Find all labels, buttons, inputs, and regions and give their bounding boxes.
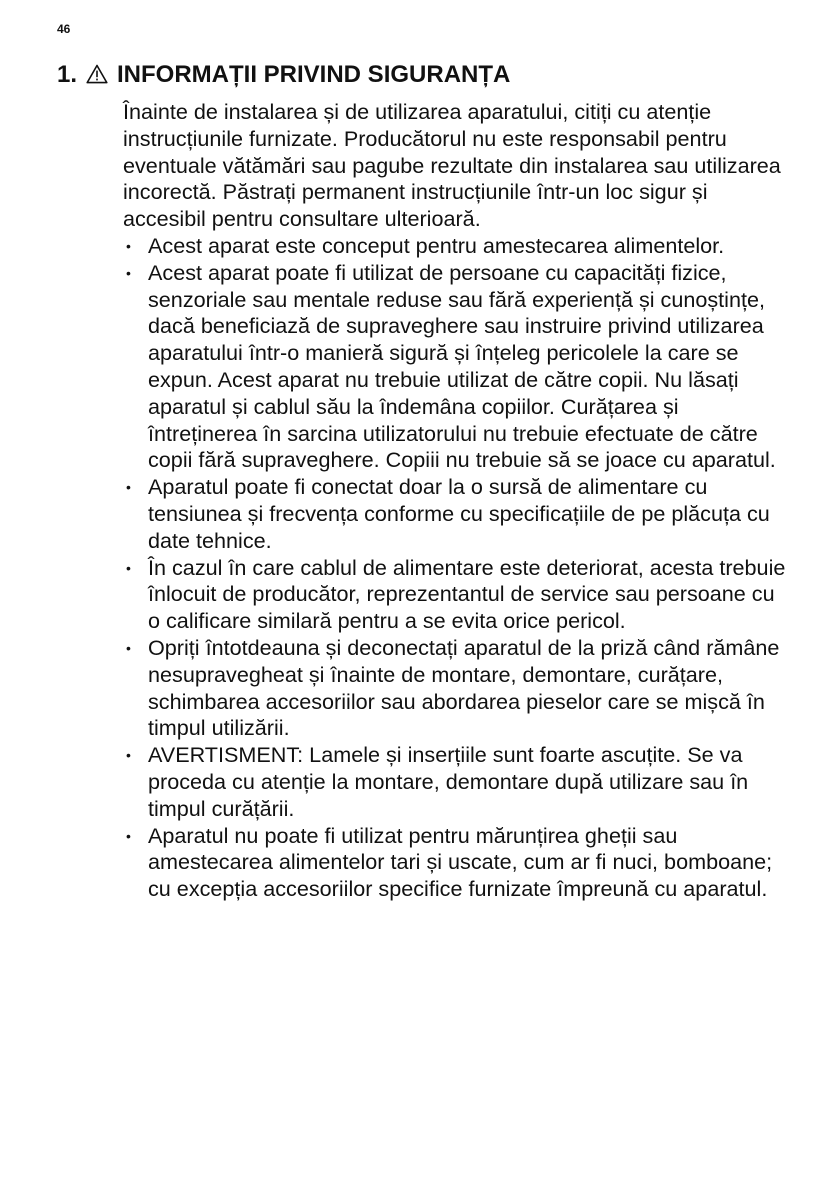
list-item-text: Acest aparat este conceput pentru amestecarea alimentelor. (148, 232, 725, 258)
list-item (123, 260, 788, 474)
list-item (123, 233, 788, 260)
bullet-marker: • (126, 827, 131, 844)
section-heading (57, 58, 510, 92)
safety-content (123, 99, 788, 903)
section-title: INFORMAȚII PRIVIND SIGURANȚA (117, 61, 511, 88)
list-item-text: Aparatul poate fi conectat doar la o sursă de alimentare cu tensiunea și frecvența conforme cu specificațiile de pe plăcuța cu date tehnice. (148, 474, 770, 553)
bullet-marker: • (126, 747, 131, 764)
section-number: 1. (57, 61, 78, 88)
page-number: 46 (57, 22, 71, 36)
list-item-text: În cazul în care cablul de alimentare este deteriorat, acesta trebuie înlocuit de producător, reprezentantul de service sau persoane cu o calificare similară pentru a se evita orice pericol. (148, 554, 786, 634)
bullet-marker: • (126, 264, 131, 281)
bullet-marker: • (126, 559, 131, 576)
list-item-text: Opriți întotdeauna și deconectați aparatul de la priză când rămâne nesupravegheat și înainte de montare, demontare, curățare, schimbarea accesoriilor sau abordarea pieselor care se mișcă în timpul utilizării. (148, 634, 780, 741)
bullet-marker: • (126, 237, 131, 254)
bullet-marker: • (126, 479, 131, 496)
safety-list (123, 233, 788, 903)
list-item (123, 635, 788, 742)
bullet-marker: • (126, 639, 131, 656)
list-item-text: AVERTISMENT: Lamele și inserțiile sunt foarte ascuțite. Se va proceda cu atenție la montare, demontare după utilizare sau în timpul curățării. (148, 742, 749, 821)
list-item (123, 474, 788, 554)
warning-triangle-icon (86, 64, 108, 84)
intro-paragraph: Înainte de instalarea și de utilizarea aparatului, citiți cu atenție instrucțiunile furnizate. Producătorul nu este responsabil pentru eventuale vătămări sau pagube rezultate din instalarea sau utilizarea incorectă. Păstrați permanent instrucțiunile într-un loc sigur și accesibil pentru consultare ulterioară. (123, 99, 781, 232)
list-item (123, 823, 788, 903)
list-item (123, 742, 788, 822)
list-item (123, 555, 788, 635)
list-item-text: Acest aparat poate fi utilizat de persoane cu capacități fizice, senzoriale sau mentale reduse sau fără experiență și cunoștințe, dacă beneficiază de supraveghere sau instruire privind utilizarea aparatului într-o manieră sigură și înțeleg pericolele la care se expun. Acest aparat nu trebuie utilizat de către copii. Nu lăsați aparatul și cablul său la îndemâna copiilor. Curățarea și întreținerea în sarcina utilizatorului nu trebuie efectuate de către copii fără supraveghere. Copiii nu trebuie să se joace cu aparatul. (148, 259, 776, 473)
list-item-text: Aparatul nu poate fi utilizat pentru mărunțirea gheții sau amestecarea alimentelor tari și uscate, cum ar fi nuci, bomboane; cu excepția accesoriilor specifice furnizate împreună cu aparatul. (148, 822, 773, 902)
